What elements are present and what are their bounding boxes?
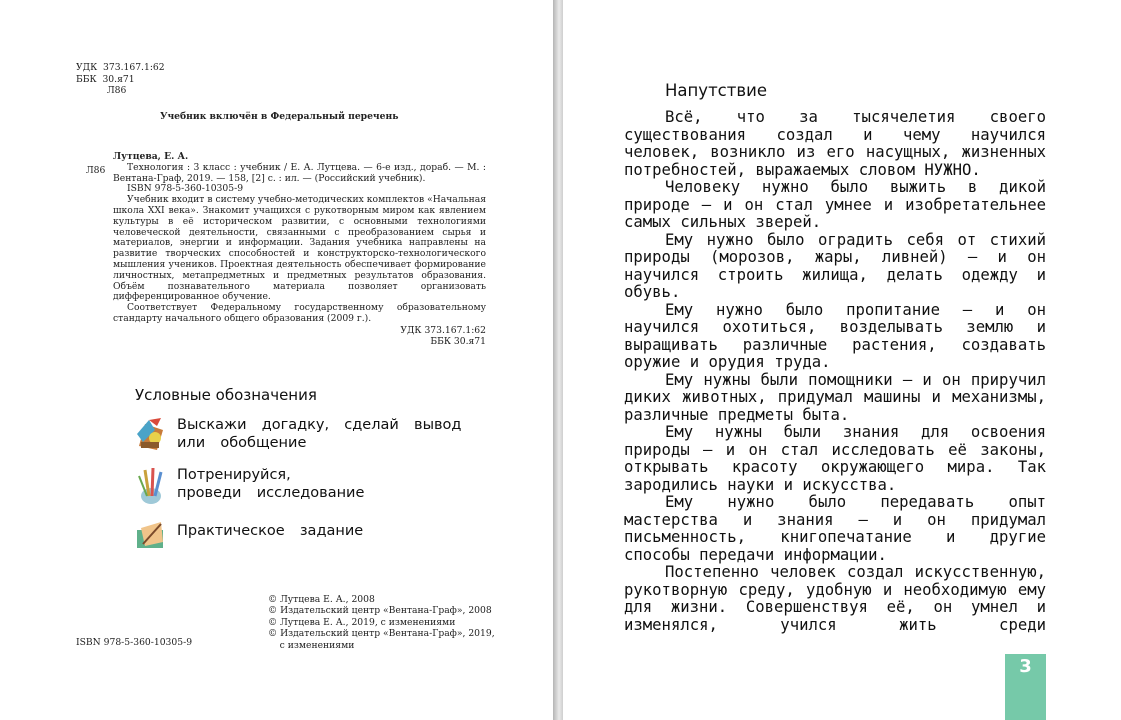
copyright-block: [268, 594, 495, 651]
copyright-line: © Издательский центр «Вентана-Граф», 2008: [268, 605, 492, 617]
paragraph: Ему нужно было пропитание — и он научился охотиться, возделывать землю и выращивать различные растения, создавать оружие и орудия труда.: [624, 300, 1046, 371]
legend-label-research-2: проведи исследование: [177, 485, 365, 501]
paragraph: Постепенно человек создал искусственную, рукотворную среду, удобную и необходимую ему для жизни. Совершенствуя её, он умнел и изменялся, учился жить среди: [624, 563, 1046, 634]
copyright-line: © Издательский центр «Вентана-Граф», 2019,: [268, 628, 495, 640]
codes-udk: УДК 373.167.1:62: [400, 324, 486, 336]
paragraph: Ему нужно было передавать опыт мастерства и знания — и он придумал письменность, книгопечатание и другие способы передачи информации.: [624, 493, 1046, 564]
codes-bbk: ББК 30.я71: [430, 335, 486, 347]
author-name: Лутцева, Е. А.: [113, 151, 189, 162]
body-text: [624, 109, 1046, 634]
left-page: [0, 0, 553, 720]
book-title-line: Технология : 3 класс : учебник / Е. А. Лутцева. — 6-е изд., дораб. — М. : Вентана-Граф, 2019. — 158, [2] с. : ил. — (Российский учебник).: [113, 161, 486, 184]
section-title: Напутствие: [665, 81, 767, 100]
legend-label-research-1: Потренируйся,: [177, 467, 291, 483]
paragraph: Ему нужны были знания для освоения природы — и он стал исследовать её законы, открывать красоту окружающего мира. Так зародились науки и искусства.: [624, 423, 1046, 494]
paragraph: Всё, что за тысячелетия своего существования создал и чему научился человек, возникло из его насущных, жизненных потребностей, выражаемых словом НУЖНО.: [624, 108, 1046, 179]
bibliographic-record: [113, 152, 486, 347]
copyright-line: © Лутцева Е. А., 2019, с изменениями: [268, 616, 456, 628]
idea-icon: [135, 416, 167, 452]
standard-note: Соответствует Федеральному государственному образовательному стандарту начального общего образования (2009 г.).: [113, 302, 486, 324]
legend-item-idea: [135, 416, 461, 452]
craft-icon: [135, 520, 167, 556]
udk-code: УДК 373.167.1:62: [76, 62, 165, 73]
page-number: 3: [1005, 654, 1046, 720]
biblio-code: Л86: [86, 165, 106, 176]
brushes-icon: [135, 466, 167, 502]
legend-item-research: [135, 466, 364, 502]
imprint-codes: [76, 62, 165, 97]
federal-list-note: Учебник включён в Федеральный перечень: [160, 111, 399, 122]
copyright-line: © Лутцева Е. А., 2008: [268, 594, 375, 605]
legend-label-idea-1: Выскажи догадку, сделай вывод: [177, 417, 462, 433]
paragraph: Ему нужно было оградить себя от стихий природы (морозов, жары, ливней) — и он научился строить жилища, делать одежду и обувь.: [624, 230, 1046, 301]
annotation: Учебник входит в систему учебно-методических комплектов «Начальная школа XXI века». Знакомит учащихся с рукотворным миром как явлением культуры в её историческом развитии, с основными технологиями человеческой деятельности, связанными с преобразованием сырья и материалов, энергии и информации. Задания учебника направлены на развитие творческих способностей и конструкторско-технологического мышления учеников. Проектная деятельность обеспечивает формирование личностных, метапредметных и предметных результатов образования. Объём познавательного материала позволяет организовать дифференцированное обучение.: [113, 194, 486, 303]
copyright-line: с изменениями: [268, 639, 355, 651]
legend-item-practical: [135, 520, 363, 556]
bbk-code: ББК 30.я71: [76, 73, 135, 85]
isbn-line: ISBN 978-5-360-10305-9: [127, 183, 244, 195]
isbn-bottom: ISBN 978-5-360-10305-9: [76, 637, 193, 648]
legend-label-idea-2: или обобщение: [177, 435, 307, 451]
legend-label-practical: Практическое задание: [177, 523, 364, 539]
paragraph: Ему нужны были помощники — и он приручил диких животных, придумал машины и механизмы, различные предметы быта.: [624, 370, 1046, 424]
book-gutter: [553, 0, 563, 720]
paragraph: Человеку нужно было выжить в дикой природе — и он стал умнее и изобретательнее самых сильных зверей.: [624, 178, 1046, 231]
legend-title: Условные обозначения: [135, 386, 317, 404]
author-code: Л86: [107, 85, 127, 96]
